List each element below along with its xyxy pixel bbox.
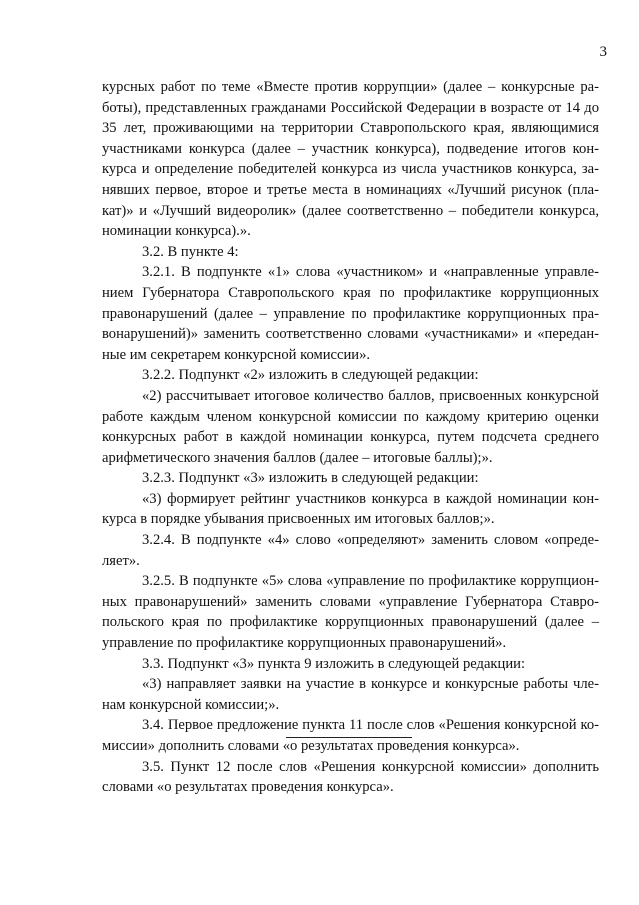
- text-line: 3.3. Подпункт «3» пункта 9 изложить в следующей редакции:: [142, 655, 526, 672]
- text-line: ляет».: [102, 552, 140, 569]
- paragraph-p7: [102, 489, 599, 530]
- text-line: 3.2. В пункте 4:: [142, 243, 239, 260]
- text-line: нам конкурсной комиссии;».: [102, 696, 280, 713]
- text-line: номинации конкурса).».: [102, 223, 251, 240]
- paragraph-p11: [102, 674, 599, 715]
- paragraph-p9: [102, 571, 599, 653]
- text-line: миссии» дополнить словами «о результатах проведения конкурса».: [102, 738, 520, 754]
- text-line: кат)» и «Лучший видеоролик» (далее соответственно – победители конкурса,: [102, 202, 599, 219]
- paragraph-p3: [102, 262, 599, 365]
- text-line: «2) рассчитывает итоговое количество баллов, присвоенных конкурсной: [142, 387, 599, 404]
- text-line: 3.4. Первое предложение пункта 11 после слов «Решения конкурсной ко-: [142, 717, 599, 734]
- paragraph-p8: [102, 530, 599, 571]
- text-line: управление по профилактике коррупционных правонарушений».: [102, 635, 507, 652]
- text-line: 3.5. Пункт 12 после слов «Решения конкурсной комиссии» дополнить: [142, 758, 599, 775]
- text-line: участниками конкурса (далее – участник конкурса), подведение итогов кон-: [102, 140, 599, 157]
- text-line: нием Губернатора Ставропольского края по профилактике коррупционных: [102, 284, 599, 301]
- text-line: курсных работ по теме «Вместе против коррупции» (далее – конкурсные ра-: [102, 79, 599, 95]
- paragraph-p10: [102, 654, 599, 675]
- text-line: «3) направляет заявки на участие в конкурсе и конкурсные работы чле-: [142, 676, 599, 693]
- text-line: 3.2.3. Подпункт «3» изложить в следующей редакции:: [142, 470, 479, 487]
- text-line: правонарушений (далее – управление по профилактике коррупционных пра-: [102, 305, 599, 322]
- text-line: 3.2.4. В подпункте «4» слово «определяют» заменить словом «опреде-: [142, 532, 599, 549]
- text-line: 3.2.2. Подпункт «2» изложить в следующей редакции:: [142, 367, 479, 384]
- text-line: вонарушений)» заменить соответственно словами «участниками» и «передан-: [102, 326, 599, 343]
- text-line: 3.2.5. В подпункте «5» слова «управление по профилактике коррупцион-: [142, 573, 599, 590]
- document-body: [102, 77, 599, 798]
- end-separator-line: [286, 737, 412, 738]
- text-line: курса в порядке убывания присвоенных им итоговых баллов;».: [102, 511, 495, 528]
- text-line: словами «о результатах проведения конкурса».: [102, 779, 394, 796]
- paragraph-p4: [102, 365, 599, 386]
- text-line: арифметического значения баллов (далее – итоговые баллы);».: [102, 449, 493, 466]
- text-line: работе каждым членом конкурсной комиссии по каждому критерию оценки: [102, 408, 599, 425]
- text-line: польского края по профилактике коррупционных правонарушений (далее –: [102, 614, 599, 631]
- text-line: 35 лет, проживающими на территории Ставропольского края, являющимися: [102, 120, 599, 137]
- page-number: 3: [599, 44, 607, 60]
- paragraph-p1: [102, 77, 599, 242]
- text-line: ных правонарушений» заменить словами «управление Губернатора Ставро-: [102, 593, 599, 610]
- text-line: 3.2.1. В подпункте «1» слова «участником» и «направленные управле-: [142, 264, 599, 281]
- text-line: курса и определение победителей конкурса из числа участников конкурса, за-: [102, 161, 599, 178]
- paragraph-p6: [102, 468, 599, 489]
- paragraph-p13: [102, 757, 599, 798]
- text-line: конкурсных работ в каждой номинации конкурса, путем подсчета среднего: [102, 429, 599, 446]
- text-line: «3) формирует рейтинг участников конкурса в каждой номинации кон-: [142, 490, 599, 507]
- paragraph-p5: [102, 386, 599, 468]
- text-line: ные им секретарем конкурсной комиссии».: [102, 346, 371, 363]
- text-line: боты), представленных гражданами Российской Федерации в возрасте от 14 до: [102, 99, 599, 116]
- text-line: нявших первое, второе и третье места в номинациях «Лучший рисунок (пла-: [102, 181, 599, 198]
- paragraph-p2: [102, 242, 599, 263]
- paragraph-p12: [102, 715, 599, 756]
